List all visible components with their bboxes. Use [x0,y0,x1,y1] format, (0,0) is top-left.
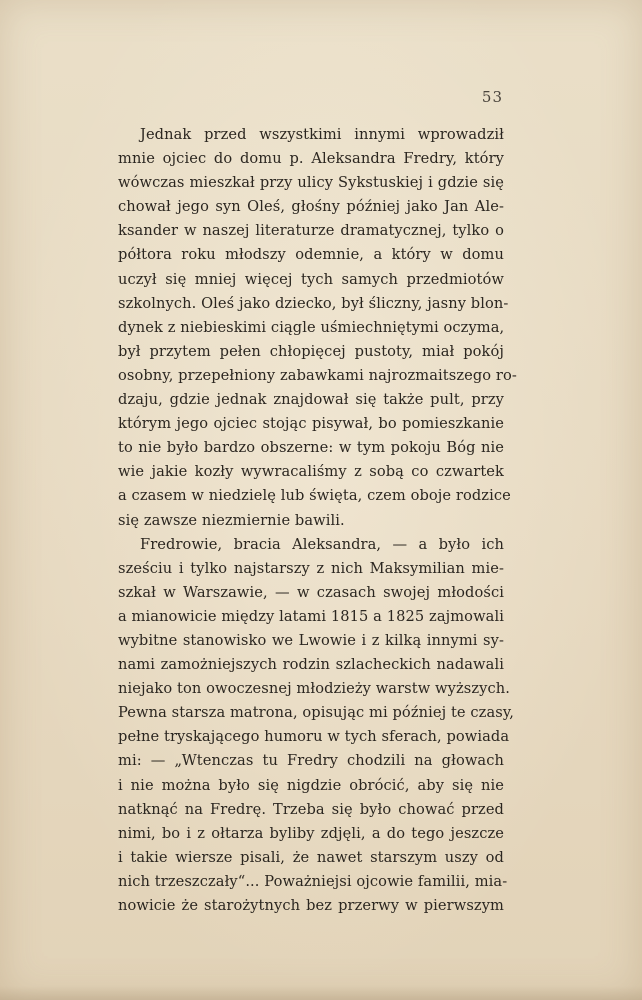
page-bottom-edge [0,986,642,1000]
text-line: to nie było bardzo obszerne: w tym pokoju Bóg nie [118,439,504,457]
text-line: a czasem w niedzielę lub święta, czem oboje rodzice [118,487,511,505]
text-line: osobny, przepełniony zabawkami najrozmaitszego ro- [118,366,517,384]
text-line: wie jakie kozły wywracaliśmy z sobą co czwartek [118,463,504,481]
text-line: Jednak przed wszystkimi innymi wprowadził [140,126,504,143]
text-line: Fredrowie, bracia Aleksandra, — a było ich [140,535,504,553]
text-line: szkał w Warszawie, — w czasach swojej młodości [118,583,504,601]
text-line: i takie wiersze pisali, że nawet starszym uszy od [118,848,504,866]
text-line: półtora roku młodszy odemnie, a który w domu [118,246,504,264]
text-line: się zawsze niezmiernie bawili. [118,511,345,529]
text-line: dzaju, gdzie jednak znajdował się także pult, przy [118,391,504,409]
text-line: chował jego syn Oleś, głośny później jako Jan Ale- [118,198,504,216]
text-line: szkolnych. Oleś jako dziecko, był śliczny, jasny blon- [118,294,509,312]
text-line: wówczas mieszkał przy ulicy Sykstuskiej i gdzie się [118,174,504,192]
text-line: natknąć na Fredrę. Trzeba się było chować przed [118,800,504,818]
text-line: Pewna starsza matrona, opisując mi później te czasy, [118,704,515,722]
text-line: nami zamożniejszych rodzin szlacheckich nadawali [118,656,504,674]
text-line: dynek z niebieskimi ciągle uśmiechniętymi oczyma, [118,318,505,336]
text-line: którym jego ojciec stojąc pisywał, bo pomieszkanie [118,415,504,433]
text-line: nich trzeszczały“... Poważniejsi ojcowie familii, mia- [118,872,508,890]
text-line: niejako ton owoczesnej młodzieży warstw wyższych. [118,680,511,698]
body-text [118,123,517,918]
text-line: ksander w naszej literaturze dramatycznej, tylko o [118,222,504,240]
text-line: i nie można było się nigdzie obrócić, aby się nie [118,776,504,794]
text-line: nowicie że starożytnych bez przerwy w pierwszym [118,897,504,914]
text-line: mnie ojciec do domu p. Aleksandra Fredry, który [118,150,504,168]
text-line: pełne tryskającego humoru w tych sferach, powiada [118,728,510,746]
text-line: nimi, bo i z ołtarza byliby zdjęli, a do tego jeszcze [118,824,504,842]
text-line: uczył się mniej więcej tych samych przedmiotów [118,270,504,288]
text-line: mi: — „Wtenczas tu Fredry chodzili na głowach [118,752,504,770]
text-line: sześciu i tylko najstarszy z nich Maksymilian mie- [118,559,504,577]
text-line: był przytem pełen chłopięcej pustoty, miał pokój [118,342,504,360]
page-number: 53 [481,88,503,106]
text-line: a mianowicie między latami 1815 a 1825 zajmowali [118,607,504,625]
text-line: wybitne stanowisko we Lwowie i z kilką innymi sy- [118,631,504,649]
